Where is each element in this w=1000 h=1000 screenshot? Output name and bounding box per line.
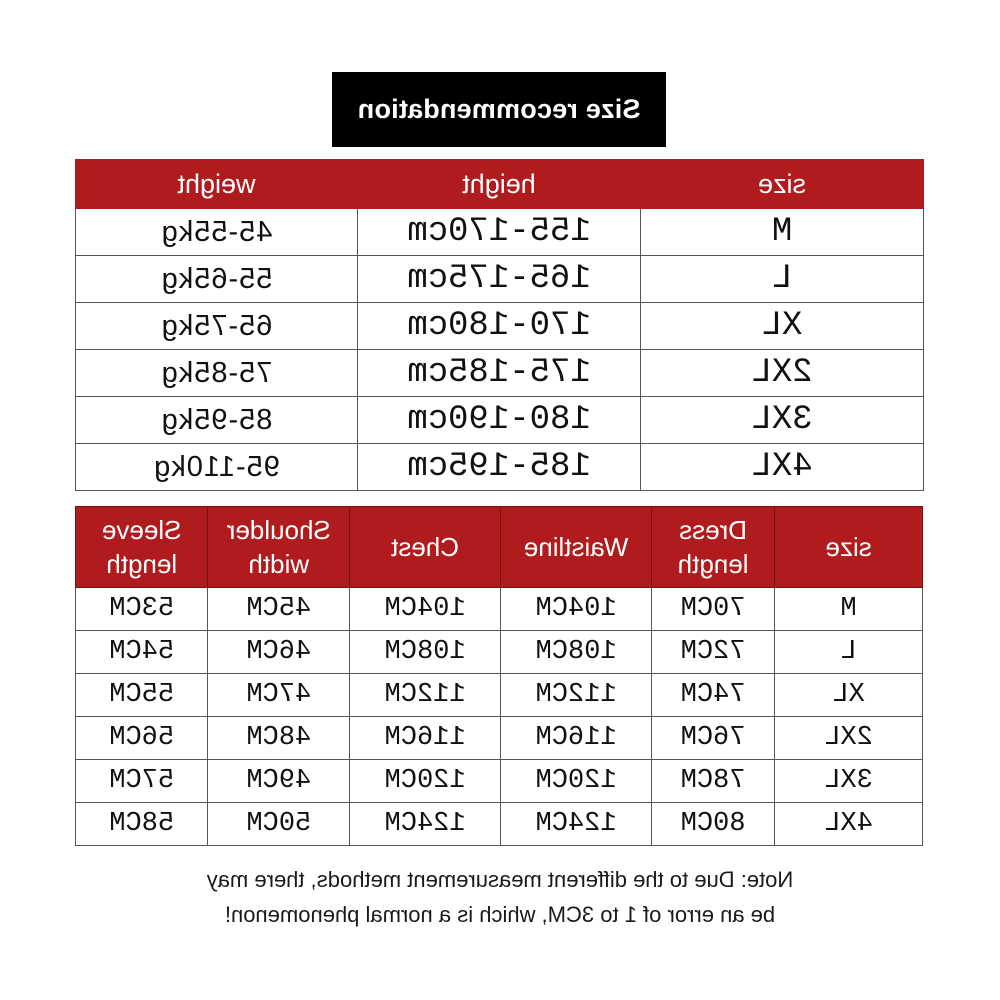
cell-size: 3XL: [641, 397, 924, 444]
cell-shoulder: 48CM: [208, 717, 350, 760]
header-height: height: [358, 160, 641, 209]
cell-size: M: [641, 209, 924, 256]
cell-shoulder: 49CM: [208, 760, 350, 803]
table-row: [76, 674, 923, 717]
header-shoulder-line2: width: [248, 549, 310, 579]
cell-dress-length: 78CM: [652, 760, 775, 803]
cell-height: 165-175cm: [358, 256, 641, 303]
cell-size: XL: [641, 303, 924, 350]
table-row: [76, 803, 923, 846]
header-chest-label: Chest: [391, 532, 460, 562]
cell-shoulder: 46CM: [208, 631, 350, 674]
note-line-1: Note: Due to the different measurement methods, there may: [206, 867, 794, 892]
cell-size: L: [775, 631, 923, 674]
cell-weight: 55-65kg: [76, 256, 358, 303]
header-sleeve-length: [76, 507, 208, 588]
cell-sleeve: 58CM: [76, 803, 208, 846]
cell-chest: 104CM: [350, 588, 501, 631]
cell-waistline: 116CM: [501, 717, 652, 760]
cell-height: 175-185cm: [358, 350, 641, 397]
header-sleeve-line1: Sleeve: [101, 515, 182, 545]
cell-size: XL: [775, 674, 923, 717]
header-size-label: size: [825, 532, 872, 562]
note-line-2: be an error of 1 to 3CM, which is a normal phenomenon!: [224, 902, 776, 927]
cell-height: 180-190cm: [358, 397, 641, 444]
cell-waistline: 108CM: [501, 631, 652, 674]
header-dress-length: [652, 507, 775, 588]
table-row: [76, 303, 924, 350]
table-row: [76, 397, 924, 444]
header-dress-line1: Dress: [679, 515, 748, 545]
cell-shoulder: 45CM: [208, 588, 350, 631]
cell-sleeve: 56CM: [76, 717, 208, 760]
page-title: [332, 72, 666, 147]
table-row: [76, 256, 924, 303]
header-sleeve-line2: length: [106, 549, 178, 579]
table-row: [76, 631, 923, 674]
cell-weight: 85-95kg: [76, 397, 358, 444]
table-row: [76, 350, 924, 397]
header-shoulder-line1: Shoulder: [226, 515, 331, 545]
cell-chest: 124CM: [350, 803, 501, 846]
cell-weight: 95-110kg: [76, 444, 358, 491]
cell-height: 185-195cm: [358, 444, 641, 491]
cell-waistline: 124CM: [501, 803, 652, 846]
header-chest: [350, 507, 501, 588]
header-waistline-label: Waistline: [523, 532, 629, 562]
header-size: size: [641, 160, 924, 209]
cell-weight: 75-85kg: [76, 350, 358, 397]
header-shoulder-width: [208, 507, 350, 588]
header-weight: weight: [76, 160, 358, 209]
table-header-row: [76, 160, 924, 209]
cell-waistline: 120CM: [501, 760, 652, 803]
cell-dress-length: 74CM: [652, 674, 775, 717]
cell-size: L: [641, 256, 924, 303]
cell-sleeve: 57CM: [76, 760, 208, 803]
measurement-table: [75, 506, 923, 846]
page-title-text: Size recommendation: [357, 94, 641, 124]
cell-height: 155-170cm: [358, 209, 641, 256]
cell-chest: 120CM: [350, 760, 501, 803]
measurement-note: [80, 862, 920, 932]
table-row: [76, 760, 923, 803]
header-size: [775, 507, 923, 588]
cell-size: 4XL: [775, 803, 923, 846]
cell-chest: 116CM: [350, 717, 501, 760]
cell-size: 2XL: [775, 717, 923, 760]
cell-sleeve: 55CM: [76, 674, 208, 717]
cell-size: 4XL: [641, 444, 924, 491]
cell-sleeve: 53CM: [76, 588, 208, 631]
header-dress-line2: length: [677, 549, 749, 579]
table-row: [76, 717, 923, 760]
cell-size: 2XL: [641, 350, 924, 397]
cell-shoulder: 47CM: [208, 674, 350, 717]
cell-dress-length: 76CM: [652, 717, 775, 760]
cell-size: M: [775, 588, 923, 631]
cell-chest: 108CM: [350, 631, 501, 674]
table-header-row: [76, 507, 923, 588]
cell-weight: 65-75kg: [76, 303, 358, 350]
cell-size: 3XL: [775, 760, 923, 803]
table-row: [76, 444, 924, 491]
basic-size-table: [75, 159, 924, 491]
cell-shoulder: 50CM: [208, 803, 350, 846]
cell-dress-length: 70CM: [652, 588, 775, 631]
cell-waistline: 104CM: [501, 588, 652, 631]
table-row: [76, 209, 924, 256]
cell-dress-length: 80CM: [652, 803, 775, 846]
cell-dress-length: 72CM: [652, 631, 775, 674]
cell-weight: 45-55kg: [76, 209, 358, 256]
header-waistline: [501, 507, 652, 588]
table-row: [76, 588, 923, 631]
cell-sleeve: 54CM: [76, 631, 208, 674]
cell-height: 170-180cm: [358, 303, 641, 350]
cell-waistline: 112CM: [501, 674, 652, 717]
cell-chest: 112CM: [350, 674, 501, 717]
